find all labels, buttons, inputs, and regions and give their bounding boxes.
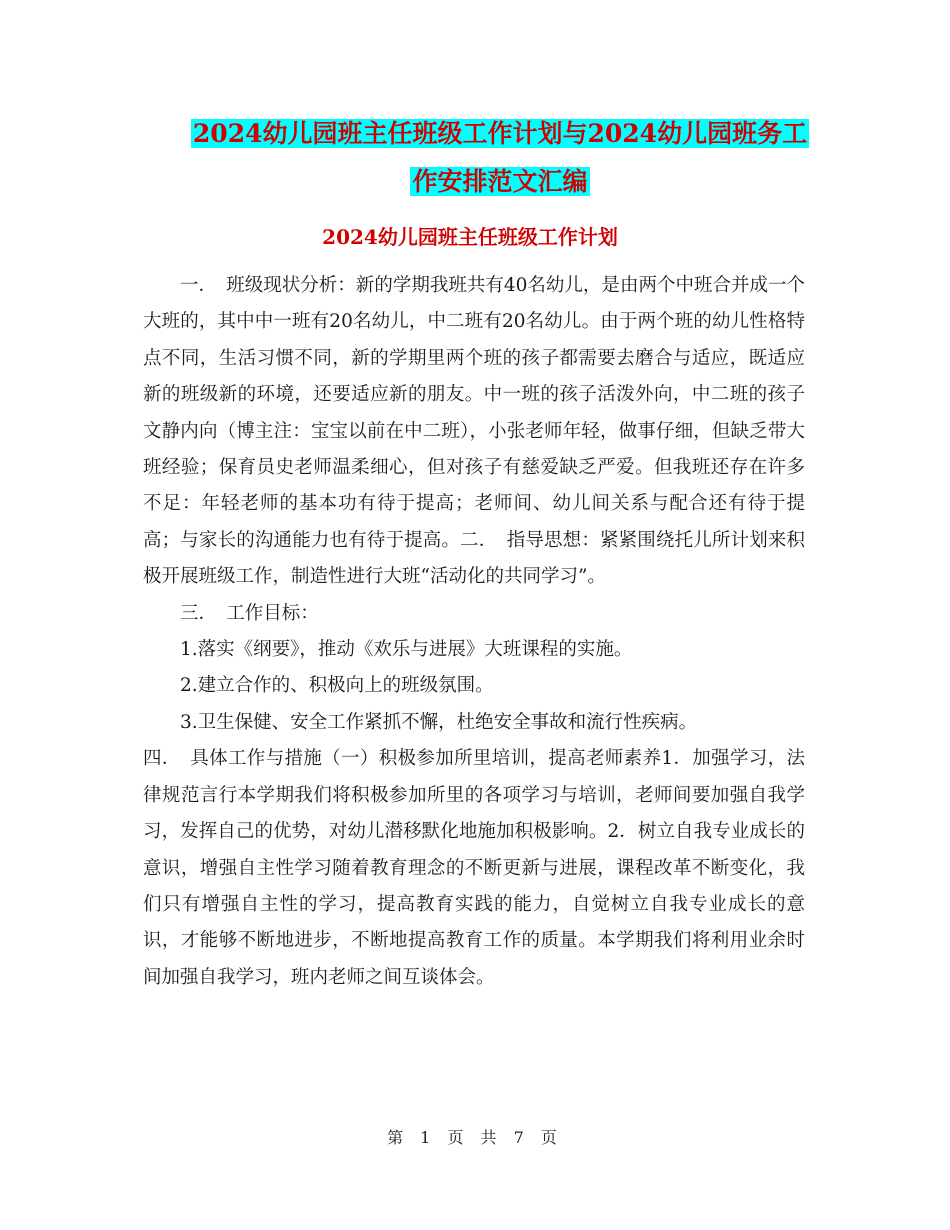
paragraph-goal-1: 1.落实《纲要》，推动《欢乐与进展》大班课程的实施。 [180,639,633,661]
document-body [143,268,805,996]
paragraph-specific-measures: 四． 具体工作与措施（一）积极参加所里培训，提高老师素养1．加强学习，法律规范言行本学期我们将积极参加所里的各项学习与培训，老师间要加强自我学习，发挥自己的优势，对幼儿潜移默化地施加积极影响。2．树立自我专业成长的意识，增强自主性学习随着教育理念的不断更新与进展，课程改革不断变化，我们只有增强自主性的学习，提高教育实践的能力，自觉树立自我专业成长的意识，才能够不断地进步，不断地提高教育工作的质量。本学期我们将利用业余时间加强自我学习，班内老师之间互谈体会。 [143,748,805,988]
paragraph-work-goals-heading: 三． 工作目标： [180,602,319,624]
document-title [100,110,900,206]
paragraph-goal-3: 3.卫生保健、安全工作紧抓不懈，杜绝安全事故和流行性疾病。 [180,711,698,733]
paragraph-situation-analysis: 一． 班级现状分析：新的学期我班共有40名幼儿，是由两个中班合并成一个大班的，其中中一班有20名幼儿，中二班有20名幼儿。由于两个班的幼儿性格特点不同，生活习惯不同，新的学期里两个班的孩子都需要去磨合与适应，既适应新的班级新的环境，还要适应新的朋友。中一班的孩子活泼外向，中二班的孩子文静内向（博主注：宝宝以前在中二班），小张老师年轻，做事仔细，但缺乏带大班经验；保育员史老师温柔细心，但对孩子有慈爱缺乏严爱。但我班还存在许多不足：年轻老师的基本功有待于提高；老师间、幼儿间关系与配合还有待于提高；与家长的沟通能力也有待于提高。二． 指导思想：紧紧围绕托儿所计划来积极开展班级工作，制造性进行大班“活动化的共同学习”。 [143,275,805,588]
section-title: 2024幼儿园班主任班级工作计划 [322,225,618,249]
title-line-2: 作安排范文汇编 [412,167,588,196]
page-footer: 第 1 页 共 7 页 [387,1128,563,1147]
paragraph-goal-2: 2.建立合作的、积极向上的班级氛围。 [180,675,494,697]
title-line-1: 2024幼儿园班主任班级工作计划与2024幼儿园班务工 [192,119,808,148]
